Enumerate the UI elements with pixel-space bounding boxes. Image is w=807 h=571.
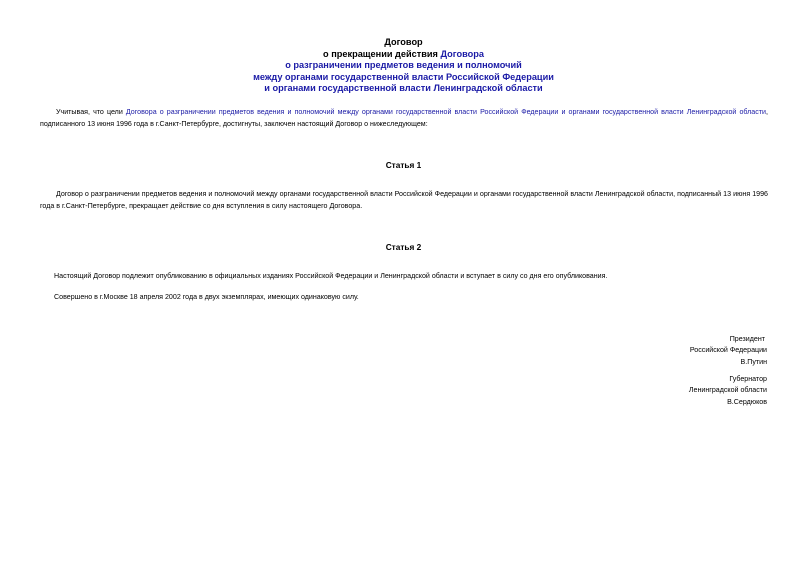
document-title xyxy=(40,37,767,95)
preamble-prefix: Учитывая, что цели xyxy=(56,108,126,116)
president-name: В.Путин xyxy=(740,357,767,366)
signature-president xyxy=(567,334,767,368)
president-of: Российской Федерации xyxy=(689,346,767,355)
preamble-paragraph xyxy=(40,107,768,130)
article-1-text: Договор о разграничении предметов ведения и полномочий между органами государственной власти Российской Федерации и органами государственной власти Ленинградской области, подписанный 13 июня 1996 года в г.Санкт-Петербурге, прекращает действие со дня вступления в силу настоящего Договора. xyxy=(40,190,768,210)
title-contract-link[interactable]: Договора xyxy=(440,48,484,59)
article-2-text: Настоящий Договор подлежит опубликованию в официальных изданиях Российской Федерации и Ленинградской области и вступает в силу со дня его опубликования. xyxy=(54,272,608,280)
governor-name: В.Сердюков xyxy=(727,397,767,406)
article-1-heading: Статья 1 xyxy=(385,160,422,170)
article-2-heading: Статья 2 xyxy=(385,242,422,252)
title-line-2 xyxy=(40,49,767,61)
title-line-2-prefix: о прекращении действия xyxy=(323,48,441,59)
title-line-1: Договор xyxy=(384,37,423,47)
title-line-4[interactable]: между органами государственной власти Российской Федерации xyxy=(253,71,554,82)
closing-paragraph: Совершено в г.Москве 18 апреля 2002 года в двух экземплярах, имеющих одинаковую силу. xyxy=(54,293,359,301)
preamble-suffix: , подписанного 13 июня 1996 года в г.Санкт-Петербурге, достигнуты, заключен настоящий Договор о нижеследующем: xyxy=(40,108,768,128)
title-line-3[interactable]: о разграничении предметов ведения и полномочий xyxy=(285,60,522,71)
president-title: Президент xyxy=(729,335,765,343)
governor-title: Губернатор xyxy=(729,375,767,383)
governor-of: Ленинградской области xyxy=(688,386,767,395)
signature-governor xyxy=(567,374,767,408)
title-line-5[interactable]: и органами государственной власти Ленинградской области xyxy=(264,83,543,94)
preamble-contract-link[interactable]: Договора о разграничении предметов ведения и полномочий между органами государственной власти Российской Федерации и органами государственной власти Ленинградской области xyxy=(125,108,767,116)
